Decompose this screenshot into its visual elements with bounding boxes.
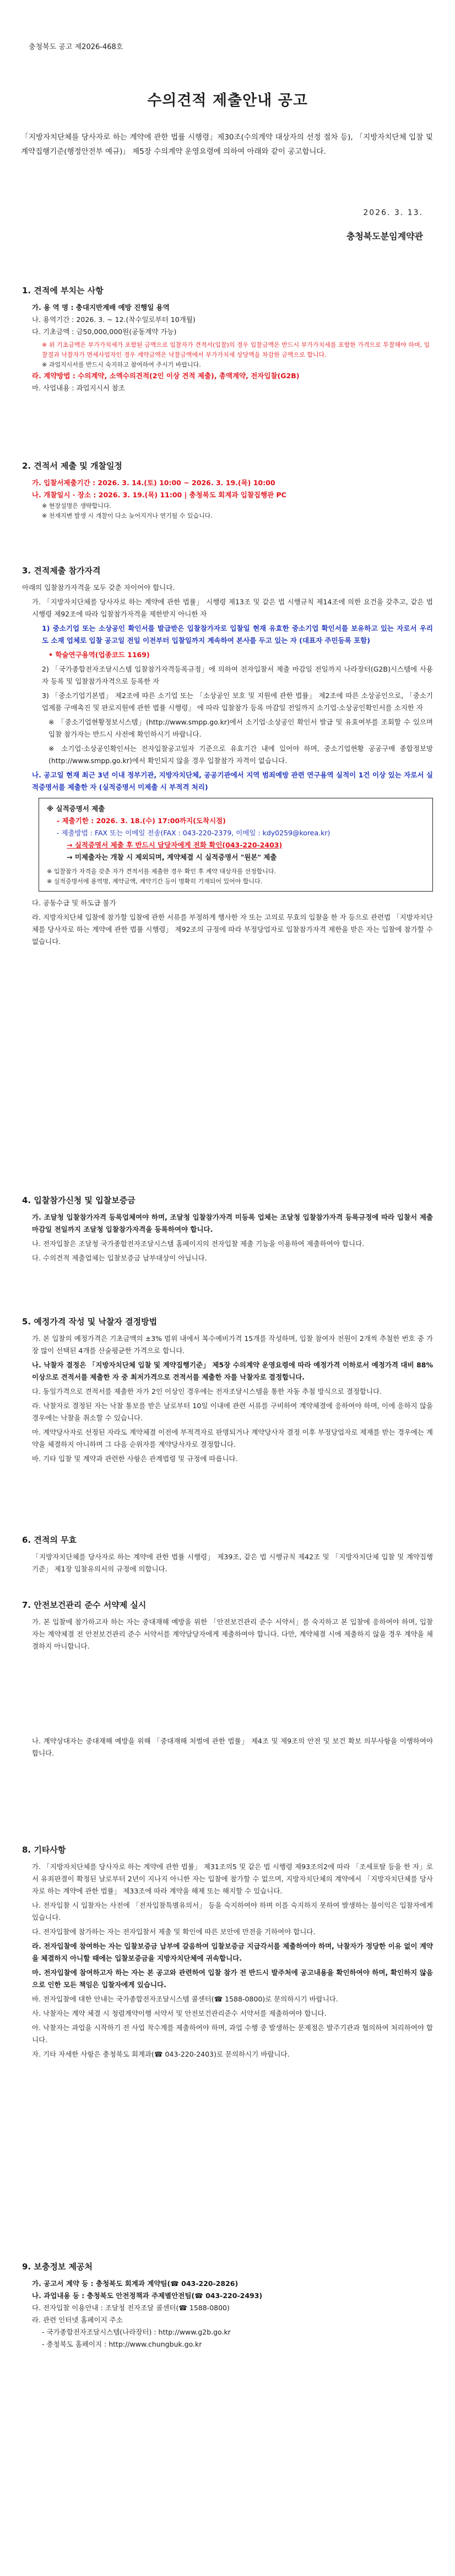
section-5-heading: 5. 예정가격 작성 및 낙찰자 결정방법: [22, 1317, 158, 1327]
section-2-heading: 2. 견적서 제출 및 개찰일정: [22, 461, 122, 471]
qualification-ga-3: 3) 「중소기업기본법」 제2조에 따른 소기업 또는 「소상공인 보호 및 지원에 관한 법률」 제2조에 따른 소상공인으로, 「중소기업제품 구매촉진 및 판로지원에 관한 법률 시행령」 에 따라 입찰참가 등록 마감일 전일까지 소기업·소상공인확인서를 소지한 자: [42, 691, 433, 712]
safety-na: 나. 계약상대자는 중대재해 예방을 위해 「중대재해 처벌에 관한 법률」 제4조 및 제9조의 안전 및 보건 확보 의무사항을 이행하여야 합니다.: [32, 1737, 433, 1757]
registration-da: 다. 수의견적 제출업체는 입찰보증금 납부대상이 아닙니다.: [32, 1254, 207, 1262]
section-5: [22, 1316, 433, 1467]
section-7: [22, 1599, 433, 1762]
etc-ba: 바. 전자입찰에 대한 안내는 국가종합전자조달시스템 콜센터(☎ 1588-0800)로 문의하시기 바랍니다.: [32, 1995, 338, 2003]
pricing-ra: 라. 낙찰자로 결정된 자는 낙찰 통보를 받은 날로부터 10일 이내에 관련 서류를 구비하여 계약체결에 응하여야 하며, 이에 응하지 않을 경우에는 낙찰을 취소할 수 있습니다.: [32, 1402, 433, 1422]
contact-e-bid: 다. 전자입찰 이용안내 : 조달청 전자조달 콜센터(☎ 1588-0800): [32, 2304, 230, 2312]
qualification-na: 나. 공고일 현재 최근 3년 이내 정부기관, 지방자치단체, 공공기관에서 지역 범죄예방 관련 연구용역 실적이 1건 이상 있는 자로서 실적증명서를 제출한 자 (실적증명서 미제출 시 부적격 처리): [32, 771, 433, 791]
qualification-ga-3-note-2: ※ 소기업·소상공인확인서는 전자입찰공고일자 기준으로 유효기간 내에 있어야 하며, 중소기업현황 공공구매 종합정보망(http://www.smpp.go.kr)에서 확인되지 않을 경우 입찰참가 자격이 없습니다.: [48, 744, 433, 765]
section-1-heading: 1. 견적에 부치는 사항: [22, 286, 104, 296]
service-period: 나. 용역기간 : 2026. 3. ~ 12.(착수일로부터 10개월): [32, 315, 196, 324]
section-3: [22, 565, 433, 950]
vat-note: ※ 위 기초금액은 부가가치세가 포함된 금액으로 입찰자가 견적서(입찰)의 경우 입찰금액은 반드시 부가가치세를 포함한 가격으로 투찰해야 하며, 입찰결과 낙찰자가 면세사업자인 경우 계약금액은 낙찰금액에서 부가가치세 상당액을 차감한 금액으로 합니다.: [42, 341, 430, 358]
task-note: ※ 과업지시서를 반드시 숙지하고 참여하여 주시기 바랍니다.: [42, 361, 201, 368]
section-4: [22, 1194, 433, 1266]
box-method: - 제출방법 : FAX 또는 이메일 전송(FAX : 043-220-2379, 이메일 : kdy0259@korea.kr): [57, 829, 331, 837]
qualification-ga: 가. 「지방자치단체를 당사자로 하는 계약에 관한 법률」 시행령 제13조 및 같은 법 시행규칙 제14조에 의한 요건을 갖추고, 같은 법 시행령 제92조에 따라 입찰참가자격을 제한받지 아니한 자: [32, 598, 433, 618]
etc-na: 나. 전자입찰 시 입찰자는 사전에 「전자입찰특별유의서」 등을 숙지하여야 하며 이를 숙지하지 못하여 발생하는 불이익은 입찰자에게 있습니다.: [32, 1901, 433, 1922]
section-7-heading: 7. 안전보건관리 준수 서약제 실시: [22, 1600, 147, 1610]
section-9: [22, 2261, 433, 2350]
qualification-ga-3-note-1: ※ 「중소기업현황정보시스템」(http://www.smpp.go.kr)에서 소기업·소상공인 확인서 발급 및 유효여부를 조회할 수 있으며 입찰 참가자는 반드시 사전에 확인하시기 바랍니다.: [48, 718, 433, 738]
registration-na: 나. 전자입찰은 조달청 국가종합전자조달시스템 홈페이지의 전자입찰 제출 기능을 이용하여 제출하여야 합니다.: [32, 1239, 365, 1248]
opening-datetime: 나. 개찰일시 · 장소 : 2026. 3. 19.(목) 11:00 | 충청북도 회계과 입찰집행관 PC: [32, 491, 286, 499]
issuer-name: 충청북도분임계약관: [346, 231, 423, 242]
etc-sa: 사. 낙찰자는 계약 체결 시 청렴계약이행 서약서 및 안전보건관리준수 서약서를 제출하여야 합니다.: [32, 2009, 327, 2017]
box-original-note: → 미제출자는 개찰 시 제외되며, 계약체결 시 실적증명서 "원본" 제출: [67, 853, 277, 861]
pricing-ga: 가. 본 입찰의 예정가격은 기초금액의 ±3% 범위 내에서 복수예비가격 15개를 작성하며, 입찰 참여자 전원이 2개씩 추첨한 번호 중 가장 많이 선택된 4개를 산술평균한 가격으로 합니다.: [32, 1334, 433, 1355]
base-amount: 다. 기초금액 : 금50,000,000원(공동계약 가능): [32, 328, 177, 336]
box-note-1: ※ 입찰참가 자격을 갖춘 자가 견적서를 제출한 경우 확인 후 계약 대상자를 선정합니다.: [47, 868, 276, 875]
box-confirm-call: → 실적증명서 제출 후 반드시 담당자에게 전화 확인(043-220-2403): [67, 841, 283, 849]
section-8-heading: 8. 기타사항: [22, 1845, 66, 1855]
section-4-heading: 4. 입찰참가신청 및 입찰보증금: [22, 1195, 136, 1205]
etc-ra: 라. 전자입찰에 참여하는 자는 입찰보증금 납부에 갈음하여 입찰보증금 지급각서를 제출하여야 하며, 낙찰자가 정당한 이유 없이 계약을 체결하지 아니할 때에는 입찰보증금을 지방자치단체에 귀속합니다.: [32, 1942, 433, 1962]
contact-task: 나. 과업내용 등 : 충청북도 안전정책과 주제별안전팀(☎ 043-220-2493): [32, 2291, 263, 2300]
etc-aa: 아. 낙찰자는 과업을 시작하기 전 사업 착수계를 제출하여야 하며, 과업 수행 중 발생하는 문제점은 발주기관과 협의하여 처리하여야 합니다.: [32, 2024, 433, 2044]
site-briefing-note: ※ 현장설명은 생략합니다.: [42, 502, 111, 509]
link-chungbuk[interactable]: - 충청북도 홈페이지 : http://www.chungbuk.go.kr: [42, 2340, 202, 2348]
qualification-ga-2: 2) 「국가종합전자조달시스템 입찰참가자격등록규정」에 의하여 전자입찰서 제출 마감일 전일까지 나라장터(G2B)시스템에 사용자 등록 및 입찰참가자격으로 등록한 자: [42, 665, 433, 685]
page-title: 수의견적 제출안내 공고: [147, 92, 308, 109]
intro-paragraph: 「지방자치단체를 당사자로 하는 계약에 관한 법률 시행령」제30조(수의계약 대상자의 선정 절차 등), 「지방자치단체 입찰 및 계약집행기준(행정안전부 예규)」 제5장 수의계약 운영요령에 의하여 아래와 같이 공고합니다.: [21, 133, 433, 156]
safety-ga: 가. 본 입찰에 참가하고자 하는 자는 중대재해 예방을 위한 「안전보건관리 준수 서약서」를 숙지하고 본 입찰에 응하여야 하며, 입찰자는 계약체결 전 안전보건관리 준수 서약서를 계약담당자에게 제출하여야 합니다. 다만, 계약체결 시에 제출하지 않을 경우 계약을 체결하지 아니합니다.: [32, 1618, 433, 1650]
section-3-heading: 3. 견적제출 참가자격: [22, 566, 101, 576]
section-8: [22, 1844, 433, 2063]
registration-ga: 가. 조달청 입찰참가자격 등록업체여야 하며, 조달청 입찰참가자격 미등록 업체는 조달청 입찰참가자격 등록규정에 따라 입찰서 제출 마감일 전일까지 조달청 입찰참가자격을 등록하여야 합니다.: [32, 1213, 433, 1233]
contact-homepages: 라. 관련 인터넷 홈페이지 주소: [32, 2316, 123, 2324]
qualification-ga-1: 1) 중소기업 또는 소상공인 확인서를 발급받은 입찰참가자로 입찰일 현재 유효한 중소기업 확인서를 보유하고 있는 자로서 우리 도 소재 업체로 입찰 공고일 전일 이전부터 입찰일까지 계속하여 본사를 두고 있는 자 (대표자 주민등록 포함): [42, 624, 433, 645]
etc-da: 다. 전자입찰에 참가하는 자는 전자입찰서 제출 및 확인에 따른 보안에 만전을 기하여야 합니다.: [32, 1928, 316, 1936]
bid-submission-period: 가. 입찰서제출기간 : 2026. 3. 14.(토) 10:00 ~ 2026. 3. 19.(목) 10:00: [32, 479, 275, 487]
pricing-na: 나. 낙찰자 결정은 「지방자치단체 입찰 및 계약집행기준」 제5장 수의계약 운영요령에 따라 예정가격 이하로서 예정가격 대비 88% 이상으로 견적서를 제출한 자 중 최저가격으로 견적서를 제출한 자를 낙찰자로 결정합니다.: [32, 1361, 433, 1381]
qualification-intro: 아래의 입찰참가자격을 모두 갖춘 자이어야 합니다.: [22, 583, 175, 592]
service-name: 가. 용 역 명 : 충대지반계배 예방 진행일 용역: [32, 303, 170, 312]
box-title: ※ 실적증명서 제출: [47, 804, 105, 813]
performance-certificate-box: [39, 798, 433, 892]
document-number: 충청북도 공고 제2026-468호: [29, 43, 123, 51]
pricing-ma: 마. 계약당사자로 선정된 자라도 계약체결 이전에 부적격자로 판명되거나 계약당사자 결정 이후 부정당업자로 제재를 받는 경우에는 계약을 체결하지 아니하며 그 다음 순위자를 계약당사자로 결정합니다.: [32, 1428, 433, 1448]
box-deadline: - 제출기한 : 2026. 3. 18.(수) 17:00까지(도착시점): [57, 817, 226, 825]
project-content: 마. 사업내용 : 과업지시서 참조: [32, 384, 125, 392]
section-6: [22, 1534, 433, 1577]
contract-method: 라. 계약방법 : 수의계약, 소액수의견적(2인 이상 견적 제출), 총액계약, 전자입찰(G2B): [32, 372, 300, 380]
contact-contract: 가. 공고서 계약 등 : 충청북도 회계과 계약팀(☎ 043-220-2826): [32, 2279, 239, 2288]
section-2: [22, 460, 433, 521]
etc-ma: 마. 전자입찰에 참여하고자 하는 자는 본 공고와 관련하여 입찰 참가 전 반드시 발주처에 공고내용을 확인하여야 하며, 확인하지 않음으로 인한 모든 책임은 입찰자에게 있습니다.: [32, 1968, 433, 1989]
qualification-da: 다. 공동수급 및 하도급 불가: [32, 899, 116, 907]
etc-ga: 가. 「지방자치단체를 당사자로 하는 계약에 관한 법률」 제31조의5 및 같은 법 시행령 제93조의2에 따라 「조세포탈 등을 한 자」로서 유죄판결이 확정된 날로부터 2년이 지나지 아니한 자는 입찰에 참가할 수 없으며, 지방자치단체의 계약에서 「지방자치단체를 당사자로 하는 계약에 관한 법률」 제33조에 따라 계약을 해제 또는 해지할 수 있습니다.: [32, 1863, 433, 1895]
announce-date: 2026. 3. 13.: [363, 208, 423, 217]
industry-code: • 학술연구용역(업종코드 1169): [48, 651, 150, 659]
section-6-heading: 6. 견적의 무효: [22, 1535, 77, 1545]
pricing-da: 다. 동일가격으로 견적서를 제출한 자가 2인 이상인 경우에는 전자조달시스템을 통한 자동 추첨 방식으로 결정합니다.: [32, 1387, 382, 1396]
delay-note: ※ 천재지변 발생 시 개찰이 다소 늦어지거나 연기될 수 있습니다.: [42, 512, 213, 519]
box-note-2: ※ 실적증명서에 용역명, 계약금액, 계약기간 등이 명확히 기재되어 있어야 합니다.: [47, 878, 263, 885]
invalid-bid-body: 「지방자치단체를 당사자로 하는 계약에 관한 법률 시행령」 제39조, 같은 법 시행규칙 제42조 및 「지방자치단체 입찰 및 계약집행기준」 제1장 입찰유의서의 규정에 의합니다.: [32, 1553, 433, 1573]
link-g2b[interactable]: - 국가종합전자조달시스템(나라장터) : http://www.g2b.go.kr: [42, 2328, 231, 2336]
section-9-heading: 9. 보충정보 제공처: [22, 2262, 93, 2272]
section-1: [22, 285, 433, 394]
qualification-ra: 라. 지방자치단체 입찰에 참가할 입찰에 관한 서류를 부정하게 행사한 자 또는 고의로 무효의 입찰을 한 자 등으로 관련법 「지방자치단체를 당사자로 하는 계약에 관한 법률 시행령」 제92조의 규정에 따라 부정당업자로 입찰참가자격 제한을 받은 자는 입찰에 참가할 수 없습니다.: [32, 913, 433, 946]
pricing-ba: 바. 기타 입찰 및 계약과 관련한 사항은 관계법령 및 규정에 따릅니다.: [32, 1455, 238, 1463]
etc-ja: 자. 기타 자세한 사항은 충청북도 회계과(☎ 043-220-2403)로 문의하시기 바랍니다.: [32, 2050, 290, 2058]
